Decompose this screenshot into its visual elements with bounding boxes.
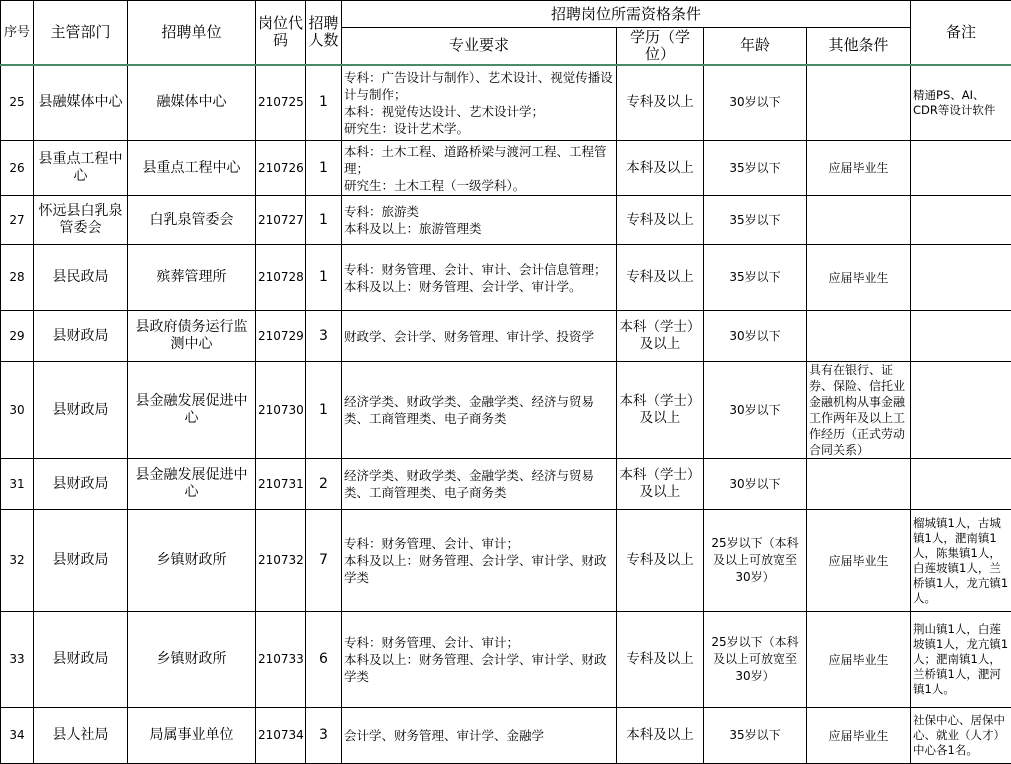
cell-dept: 县财政局	[34, 362, 128, 459]
cell-major: 专科：旅游类 本科及以上：旅游管理类	[342, 196, 617, 245]
cell-seq: 33	[1, 612, 34, 708]
cell-unit: 县金融发展促进中心	[128, 459, 256, 510]
cell-age: 30岁以下	[704, 311, 807, 362]
cell-edu: 专科及以上	[617, 196, 704, 245]
cell-unit: 殡葬管理所	[128, 245, 256, 311]
cell-seq: 34	[1, 708, 34, 764]
cell-edu: 本科及以上	[617, 141, 704, 196]
cell-seq: 25	[1, 65, 34, 141]
cell-major: 财政学、会计学、财务管理、审计学、投资学	[342, 311, 617, 362]
table-row	[1, 141, 1011, 196]
cell-count: 3	[306, 708, 342, 764]
cell-unit: 县金融发展促进中心	[128, 362, 256, 459]
table-row	[1, 65, 1011, 141]
cell-major: 经济学类、财政学类、金融学类、经济与贸易类、工商管理类、电子商务类	[342, 362, 617, 459]
cell-code: 210726	[256, 141, 306, 196]
cell-age: 30岁以下	[704, 362, 807, 459]
table-row	[1, 708, 1011, 764]
cell-other: 应届毕业生	[807, 245, 911, 311]
cell-edu: 本科及以上	[617, 708, 704, 764]
cell-seq: 30	[1, 362, 34, 459]
cell-unit: 乡镇财政所	[128, 510, 256, 612]
header-code: 岗位代码	[256, 1, 306, 65]
cell-other: 具有在银行、证券、保险、信托业金融机构从事金融工作两年及以上工作经历（正式劳动合同关系）	[807, 362, 911, 459]
cell-major: 会计学、财务管理、审计学、金融学	[342, 708, 617, 764]
header-major: 专业要求	[342, 28, 617, 65]
cell-age: 30岁以下	[704, 65, 807, 141]
cell-edu: 专科及以上	[617, 510, 704, 612]
header-unit: 招聘单位	[128, 1, 256, 65]
cell-note	[911, 141, 1011, 196]
cell-dept: 县财政局	[34, 311, 128, 362]
cell-count: 1	[306, 245, 342, 311]
cell-count: 7	[306, 510, 342, 612]
cell-age: 35岁以下	[704, 245, 807, 311]
cell-unit: 县政府债务运行监测中心	[128, 311, 256, 362]
cell-major: 本科：土木工程、道路桥梁与渡河工程、工程管理； 研究生：土木工程（一级学科）。	[342, 141, 617, 196]
cell-count: 3	[306, 311, 342, 362]
cell-major: 专科：广告设计与制作）、艺术设计、视觉传播设计与制作； 本科：视觉传达设计、艺术设计学； 研究生：设计艺术学。	[342, 65, 617, 141]
cell-count: 1	[306, 65, 342, 141]
cell-dept: 县民政局	[34, 245, 128, 311]
cell-seq: 32	[1, 510, 34, 612]
cell-count: 2	[306, 459, 342, 510]
cell-edu: 专科及以上	[617, 612, 704, 708]
cell-seq: 31	[1, 459, 34, 510]
table-row	[1, 459, 1011, 510]
cell-major: 经济学类、财政学类、金融学类、经济与贸易类、工商管理类、电子商务类	[342, 459, 617, 510]
table-row	[1, 311, 1011, 362]
cell-code: 210732	[256, 510, 306, 612]
cell-count: 1	[306, 141, 342, 196]
header-count: 招聘人数	[306, 1, 342, 65]
cell-dept: 县融媒体中心	[34, 65, 128, 141]
cell-other	[807, 311, 911, 362]
cell-dept: 县人社局	[34, 708, 128, 764]
cell-age: 35岁以下	[704, 196, 807, 245]
cell-code: 210733	[256, 612, 306, 708]
cell-seq: 28	[1, 245, 34, 311]
cell-count: 1	[306, 196, 342, 245]
cell-code: 210730	[256, 362, 306, 459]
cell-age: 30岁以下	[704, 459, 807, 510]
cell-unit: 乡镇财政所	[128, 612, 256, 708]
table-row	[1, 510, 1011, 612]
cell-other	[807, 459, 911, 510]
cell-other: 应届毕业生	[807, 141, 911, 196]
header-other: 其他条件	[807, 28, 911, 65]
cell-seq: 27	[1, 196, 34, 245]
cell-code: 210731	[256, 459, 306, 510]
cell-dept: 县财政局	[34, 510, 128, 612]
cell-code: 210727	[256, 196, 306, 245]
cell-unit: 融媒体中心	[128, 65, 256, 141]
header-dept: 主管部门	[34, 1, 128, 65]
table-row	[1, 245, 1011, 311]
cell-edu: 本科（学士）及以上	[617, 311, 704, 362]
header-seq: 序号	[1, 1, 34, 65]
cell-other: 应届毕业生	[807, 708, 911, 764]
cell-unit: 县重点工程中心	[128, 141, 256, 196]
cell-count: 6	[306, 612, 342, 708]
cell-code: 210725	[256, 65, 306, 141]
cell-note	[911, 196, 1011, 245]
cell-note: 精通PS、AI、CDR等设计软件	[911, 65, 1011, 141]
header-age: 年龄	[704, 28, 807, 65]
cell-major: 专科：财务管理、会计、审计、会计信息管理； 本科及以上：财务管理、会计学、审计学。	[342, 245, 617, 311]
cell-code: 210729	[256, 311, 306, 362]
cell-age: 25岁以下（本科及以上可放宽至30岁）	[704, 510, 807, 612]
cell-seq: 29	[1, 311, 34, 362]
cell-dept: 县财政局	[34, 459, 128, 510]
cell-edu: 专科及以上	[617, 65, 704, 141]
cell-code: 210728	[256, 245, 306, 311]
cell-note	[911, 362, 1011, 459]
cell-unit: 白乳泉管委会	[128, 196, 256, 245]
cell-age: 35岁以下	[704, 708, 807, 764]
cell-unit: 局属事业单位	[128, 708, 256, 764]
cell-age: 35岁以下	[704, 141, 807, 196]
cell-dept: 县财政局	[34, 612, 128, 708]
cell-note	[911, 459, 1011, 510]
cell-dept: 怀远县白乳泉管委会	[34, 196, 128, 245]
header-conditions: 招聘岗位所需资格条件	[342, 1, 911, 28]
header-edu: 学历（学位）	[617, 28, 704, 65]
cell-edu: 本科（学士）及以上	[617, 362, 704, 459]
cell-major: 专科：财务管理、会计、审计； 本科及以上：财务管理、会计学、审计学、财政学类	[342, 510, 617, 612]
cell-other: 应届毕业生	[807, 612, 911, 708]
table-row	[1, 612, 1011, 708]
cell-seq: 26	[1, 141, 34, 196]
cell-count: 1	[306, 362, 342, 459]
table-row	[1, 196, 1011, 245]
cell-other	[807, 65, 911, 141]
cell-edu: 本科（学士）及以上	[617, 459, 704, 510]
cell-note: 榴城镇1人，古城镇1人，淝南镇1人，陈集镇1人，白莲坡镇1人，兰桥镇1人，龙亢镇1人。	[911, 510, 1011, 612]
cell-age: 25岁以下（本科及以上可放宽至30岁）	[704, 612, 807, 708]
cell-note	[911, 311, 1011, 362]
cell-code: 210734	[256, 708, 306, 764]
header-note: 备注	[911, 1, 1011, 65]
cell-note: 社保中心、居保中心、就业（人才）中心各1名。	[911, 708, 1011, 764]
cell-other	[807, 196, 911, 245]
cell-note	[911, 245, 1011, 311]
cell-edu: 专科及以上	[617, 245, 704, 311]
cell-other: 应届毕业生	[807, 510, 911, 612]
cell-note: 荆山镇1人，白莲坡镇1人，龙亢镇1人；淝南镇1人，兰桥镇1人，淝河镇1人。	[911, 612, 1011, 708]
cell-major: 专科：财务管理、会计、审计； 本科及以上：财务管理、会计学、审计学、财政学类	[342, 612, 617, 708]
cell-dept: 县重点工程中心	[34, 141, 128, 196]
table-row	[1, 362, 1011, 459]
